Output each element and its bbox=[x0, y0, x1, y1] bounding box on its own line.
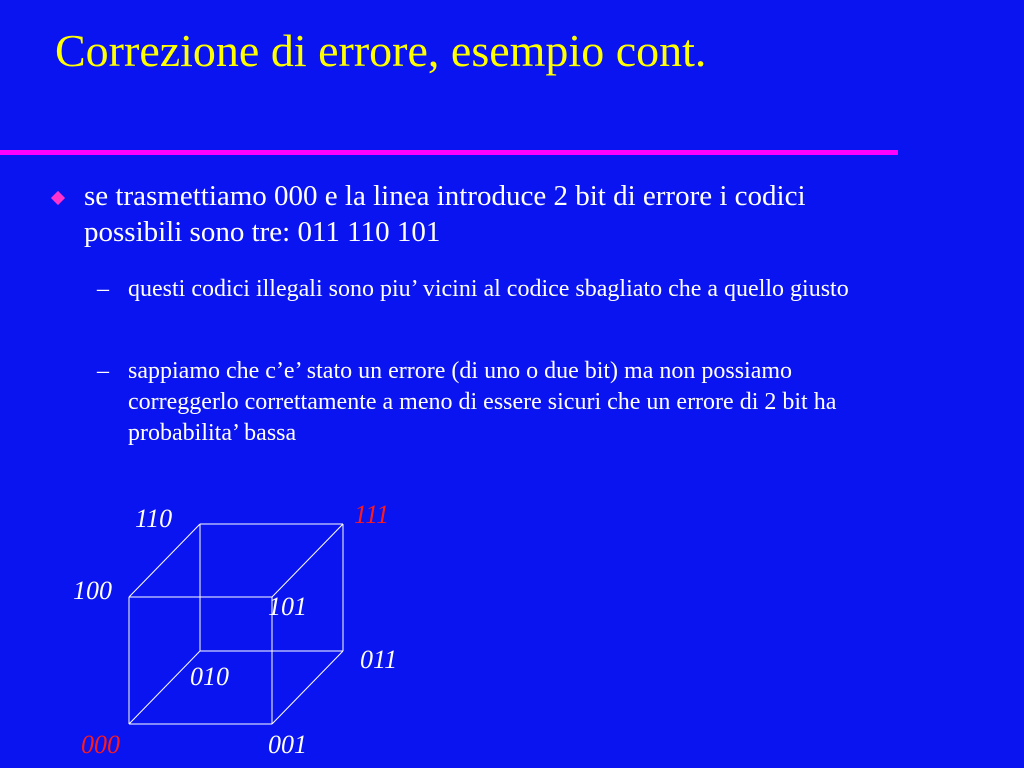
cube-edge-connect-top-left bbox=[129, 524, 200, 597]
vertex-label-011: 011 bbox=[360, 645, 398, 674]
vertex-label-000: 000 bbox=[81, 730, 120, 759]
vertex-label-001: 001 bbox=[268, 730, 307, 759]
vertex-label-101: 101 bbox=[268, 592, 307, 621]
sub-bullet-text-2: sappiamo che c’e’ stato un errore (di uno o due bit) ma non possiamo correggerlo correttamente a meno di essere sicuri che un errore di 2 bit ha probabilita’ bassa bbox=[128, 358, 837, 446]
sub-bullet-dash-2: – bbox=[97, 358, 109, 384]
vertex-label-110: 110 bbox=[135, 504, 173, 533]
sub-bullet-text-1: questi codici illegali sono piu’ vicini al codice sbagliato che a quello giusto bbox=[128, 276, 849, 302]
vertex-label-111: 111 bbox=[354, 500, 390, 529]
bullet-text: se trasmettiamo 000 e la linea introduce 2 bit di errore i codici possibili sono tre: 011 110 101 bbox=[84, 180, 806, 248]
vertex-label-100: 100 bbox=[73, 576, 112, 605]
slide-title: Correzione di errore, esempio cont. bbox=[55, 25, 707, 76]
cube-edge-connect-top-right bbox=[272, 524, 343, 597]
vertex-label-010: 010 bbox=[190, 662, 229, 691]
cube-edge-connect-bottom-right bbox=[272, 651, 343, 724]
sub-bullet-dash-1: – bbox=[97, 276, 109, 302]
